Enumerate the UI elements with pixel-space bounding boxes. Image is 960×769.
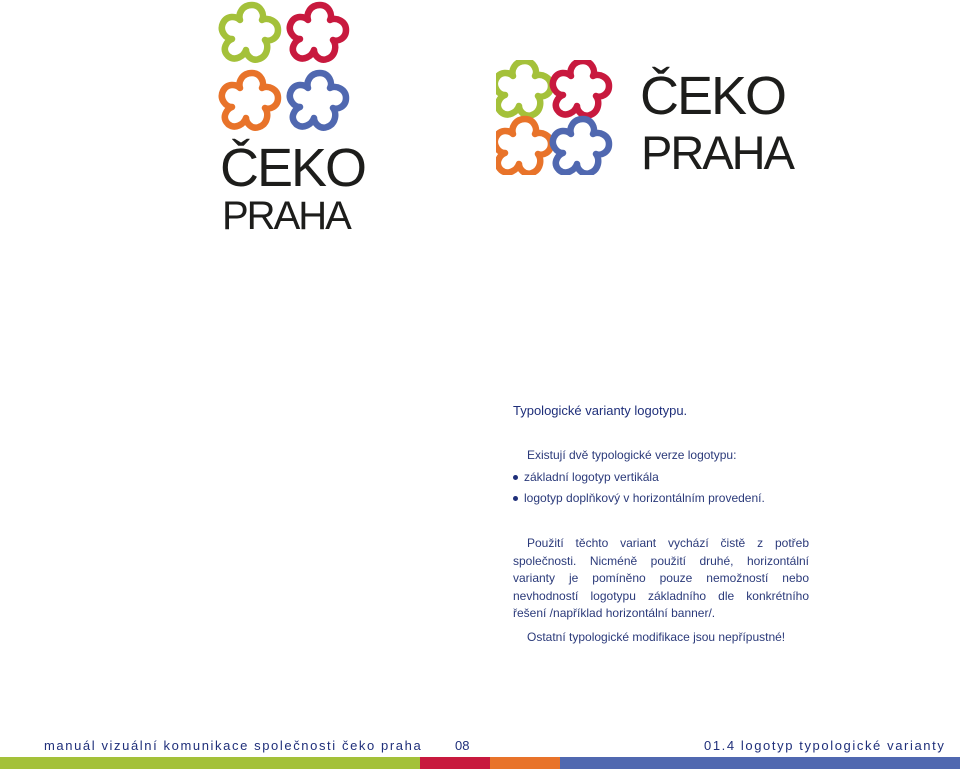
footer-bar-green (0, 757, 420, 769)
flower-blue-icon (553, 119, 609, 174)
body-paragraph: Použití těchto variant vychází čistě z potřeb společnosti. Nicméně použití druhé, horizontální varianty je pomíněno pouze nemožností nebo nevhodností logotypu základního dle konkrétního řešení /například horizontální banner/. (513, 536, 809, 620)
logo-horizontal-ceko: ČEKO (640, 66, 786, 126)
flower-blue-icon (290, 73, 346, 128)
logo-vertical-flowers (218, 0, 358, 135)
flower-orange-icon (222, 73, 278, 128)
footer-bar-orange (490, 757, 560, 769)
list-item: logotyp doplňkový v horizontálním provedení. (513, 491, 765, 505)
page-number: 08 (455, 738, 470, 753)
section-heading: Typologické varianty logotypu. (513, 403, 688, 418)
closing-note: Ostatní typologické modifikace jsou nepřípustné! (527, 630, 786, 644)
footer-bar-red (420, 757, 490, 769)
bullet-icon (513, 496, 518, 501)
logo-vertical-ceko: ČEKO (220, 138, 366, 198)
list-item: základní logotyp vertikála (513, 470, 659, 484)
logo-horizontal-praha: PRAHA (641, 126, 793, 179)
flower-red-icon (290, 5, 346, 60)
logo-horizontal-flowers (496, 60, 626, 175)
footer-title: manuál vizuální komunikace společnosti čeko praha (44, 738, 423, 753)
flower-orange-icon (496, 119, 551, 174)
flower-green-icon (496, 61, 551, 116)
bullet-icon (513, 475, 518, 480)
footer-bar-blue (560, 757, 960, 769)
flower-red-icon (553, 61, 609, 116)
flower-green-icon (222, 5, 278, 60)
intro-text: Existují dvě typologické verze logotypu: (527, 448, 737, 462)
logo-vertical-praha: PRAHA (222, 194, 350, 238)
footer-section: 01.4 logotyp typologické varianty (704, 738, 946, 753)
